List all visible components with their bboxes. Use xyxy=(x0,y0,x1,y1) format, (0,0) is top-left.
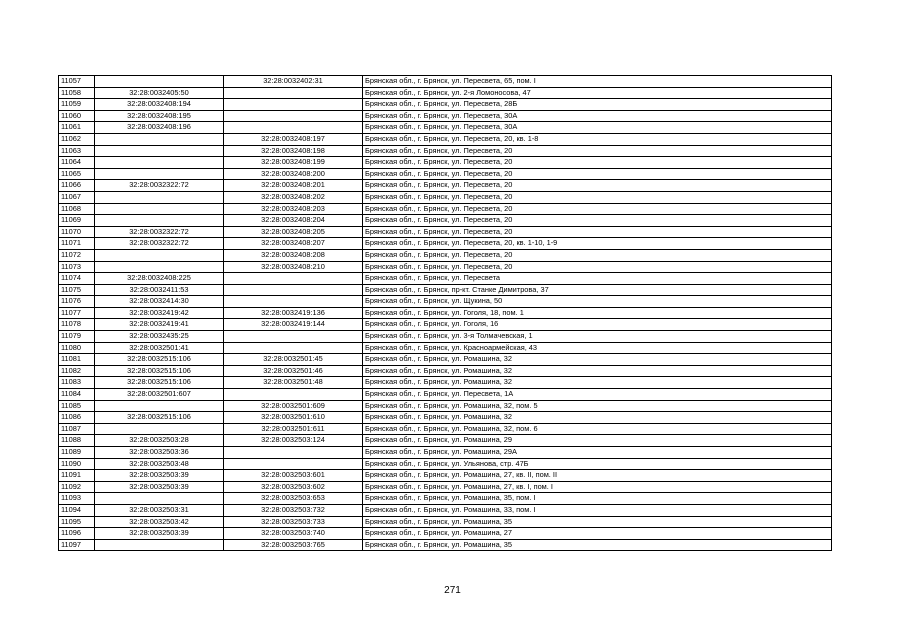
address-cell: Брянская обл., г. Брянск, ул. Красноармейская, 43 xyxy=(363,342,832,354)
cadastral-number-cell: 32:28:0032501:45 xyxy=(224,354,363,366)
table-row xyxy=(59,435,832,447)
address-cell: Брянская обл., г. Брянск, ул. Ромашина, 27 xyxy=(363,528,832,540)
row-number-cell: 11058 xyxy=(59,87,95,99)
cadastral-number-cell: 32:28:0032408:207 xyxy=(224,238,363,250)
table-row xyxy=(59,516,832,528)
row-number-cell: 11068 xyxy=(59,203,95,215)
address-cell: Брянская обл., г. Брянск, ул. Ромашина, 32 xyxy=(363,365,832,377)
parent-cadastral-cell: 32:28:0032322:72 xyxy=(95,226,224,238)
row-number-cell: 11089 xyxy=(59,447,95,459)
cadastral-number-cell xyxy=(224,389,363,401)
cadastral-number-cell xyxy=(224,122,363,134)
row-number-cell: 11072 xyxy=(59,249,95,261)
address-cell: Брянская обл., г. Брянск, ул. Ромашина, 27, кв. I, пом. I xyxy=(363,481,832,493)
parent-cadastral-cell: 32:28:0032503:36 xyxy=(95,447,224,459)
parent-cadastral-cell xyxy=(95,423,224,435)
parent-cadastral-cell: 32:28:0032322:72 xyxy=(95,238,224,250)
address-cell: Брянская обл., г. Брянск, ул. Пересвета, 20, кв. 1-8 xyxy=(363,133,832,145)
address-cell: Брянская обл., г. Брянск, ул. Ромашина, 32, пом. 6 xyxy=(363,423,832,435)
table-row xyxy=(59,87,832,99)
page-number: 271 xyxy=(444,585,461,596)
address-cell: Брянская обл., г. Брянск, ул. Пересвета, 20, кв. 1-10, 1-9 xyxy=(363,238,832,250)
address-cell: Брянская обл., г. Брянск, ул. Ромашина, 32, пом. 5 xyxy=(363,400,832,412)
parent-cadastral-cell: 32:28:0032419:42 xyxy=(95,307,224,319)
cadastral-number-cell: 32:28:0032419:144 xyxy=(224,319,363,331)
parent-cadastral-cell: 32:28:0032408:194 xyxy=(95,99,224,111)
table-row xyxy=(59,458,832,470)
cadastral-number-cell: 32:28:0032408:208 xyxy=(224,249,363,261)
table-row xyxy=(59,99,832,111)
parent-cadastral-cell: 32:28:0032503:42 xyxy=(95,516,224,528)
row-number-cell: 11095 xyxy=(59,516,95,528)
table-row xyxy=(59,261,832,273)
row-number-cell: 11067 xyxy=(59,191,95,203)
row-number-cell: 11082 xyxy=(59,365,95,377)
cadastral-number-cell: 32:28:0032503:653 xyxy=(224,493,363,505)
address-cell: Брянская обл., г. Брянск, ул. Ромашина, 33, пом. I xyxy=(363,504,832,516)
address-cell: Брянская обл., г. Брянск, ул. Ромашина, 32 xyxy=(363,354,832,366)
parent-cadastral-cell xyxy=(95,539,224,551)
address-cell: Брянская обл., г. Брянск, ул. Ромашина, 27, кв. II, пом. II xyxy=(363,470,832,482)
row-number-cell: 11081 xyxy=(59,354,95,366)
table-row xyxy=(59,157,832,169)
table-row xyxy=(59,342,832,354)
cadastral-number-cell: 32:28:0032408:204 xyxy=(224,215,363,227)
address-cell: Брянская обл., г. Брянск, ул. Ромашина, 29 xyxy=(363,435,832,447)
address-cell: Брянская обл., г. Брянск, ул. Пересвета, 20 xyxy=(363,145,832,157)
cadastral-number-cell xyxy=(224,87,363,99)
parent-cadastral-cell xyxy=(95,203,224,215)
parent-cadastral-cell: 32:28:0032435:25 xyxy=(95,331,224,343)
row-number-cell: 11092 xyxy=(59,481,95,493)
table-row xyxy=(59,493,832,505)
cadastral-number-cell xyxy=(224,331,363,343)
row-number-cell: 11057 xyxy=(59,76,95,88)
cadastral-number-cell xyxy=(224,458,363,470)
table-row xyxy=(59,168,832,180)
table-row xyxy=(59,412,832,424)
address-cell: Брянская обл., г. Брянск, ул. Ромашина, 35 xyxy=(363,516,832,528)
cadastral-number-cell: 32:28:0032408:200 xyxy=(224,168,363,180)
address-cell: Брянская обл., г. Брянск, ул. Пересвета, 20 xyxy=(363,168,832,180)
table-row xyxy=(59,354,832,366)
row-number-cell: 11084 xyxy=(59,389,95,401)
parent-cadastral-cell xyxy=(95,249,224,261)
table-row xyxy=(59,284,832,296)
parent-cadastral-cell: 32:28:0032408:196 xyxy=(95,122,224,134)
address-cell: Брянская обл., г. Брянск, ул. Пересвета, 20 xyxy=(363,191,832,203)
row-number-cell: 11080 xyxy=(59,342,95,354)
table-row xyxy=(59,215,832,227)
parent-cadastral-cell xyxy=(95,145,224,157)
row-number-cell: 11063 xyxy=(59,145,95,157)
cadastral-number-cell: 32:28:0032408:197 xyxy=(224,133,363,145)
cadastral-number-cell: 32:28:0032503:602 xyxy=(224,481,363,493)
cadastral-number-cell: 32:28:0032408:205 xyxy=(224,226,363,238)
row-number-cell: 11079 xyxy=(59,331,95,343)
table-row xyxy=(59,249,832,261)
table-row xyxy=(59,539,832,551)
address-cell: Брянская обл., г. Брянск, ул. Ромашина, 29А xyxy=(363,447,832,459)
parent-cadastral-cell: 32:28:0032503:48 xyxy=(95,458,224,470)
address-cell: Брянская обл., г. Брянск, ул. Пересвета, 20 xyxy=(363,203,832,215)
row-number-cell: 11093 xyxy=(59,493,95,505)
table-row xyxy=(59,296,832,308)
row-number-cell: 11088 xyxy=(59,435,95,447)
table-row xyxy=(59,238,832,250)
row-number-cell: 11073 xyxy=(59,261,95,273)
row-number-cell: 11091 xyxy=(59,470,95,482)
address-cell: Брянская обл., г. Брянск, ул. Пересвета, 20 xyxy=(363,226,832,238)
cadastral-number-cell: 32:28:0032408:199 xyxy=(224,157,363,169)
parent-cadastral-cell: 32:28:0032503:39 xyxy=(95,470,224,482)
parent-cadastral-cell: 32:28:0032515:106 xyxy=(95,365,224,377)
cadastral-number-cell xyxy=(224,273,363,285)
table-row xyxy=(59,122,832,134)
parent-cadastral-cell: 32:28:0032503:31 xyxy=(95,504,224,516)
parent-cadastral-cell: 32:28:0032501:607 xyxy=(95,389,224,401)
cadastral-number-cell xyxy=(224,284,363,296)
row-number-cell: 11094 xyxy=(59,504,95,516)
address-cell: Брянская обл., г. Брянск, ул. 3-я Толмачевская, 1 xyxy=(363,331,832,343)
row-number-cell: 11083 xyxy=(59,377,95,389)
address-cell: Брянская обл., г. Брянск, ул. Ромашина, 35, пом. I xyxy=(363,493,832,505)
address-cell: Брянская обл., г. Брянск, ул. Пересвета xyxy=(363,273,832,285)
table-row xyxy=(59,319,832,331)
row-number-cell: 11076 xyxy=(59,296,95,308)
cadastral-number-cell: 32:28:0032503:732 xyxy=(224,504,363,516)
parent-cadastral-cell: 32:28:0032515:106 xyxy=(95,354,224,366)
cadastral-number-cell xyxy=(224,296,363,308)
table-row xyxy=(59,423,832,435)
parent-cadastral-cell xyxy=(95,133,224,145)
table-row xyxy=(59,377,832,389)
row-number-cell: 11096 xyxy=(59,528,95,540)
cadastral-number-cell: 32:28:0032501:46 xyxy=(224,365,363,377)
address-cell: Брянская обл., г. Брянск, ул. Пересвета, 20 xyxy=(363,249,832,261)
cadastral-number-cell: 32:28:0032402:31 xyxy=(224,76,363,88)
address-cell: Брянская обл., г. Брянск, ул. Ульянова, стр. 47Б xyxy=(363,458,832,470)
address-cell: Брянская обл., г. Брянск, ул. Ромашина, 32 xyxy=(363,412,832,424)
cadastral-number-cell xyxy=(224,99,363,111)
address-cell: Брянская обл., г. Брянск, ул. Пересвета, 20 xyxy=(363,180,832,192)
row-number-cell: 11061 xyxy=(59,122,95,134)
parent-cadastral-cell xyxy=(95,215,224,227)
row-number-cell: 11077 xyxy=(59,307,95,319)
parent-cadastral-cell: 32:28:0032408:195 xyxy=(95,110,224,122)
parent-cadastral-cell: 32:28:0032515:106 xyxy=(95,412,224,424)
parent-cadastral-cell xyxy=(95,168,224,180)
table-row xyxy=(59,307,832,319)
cadastral-number-cell: 32:28:0032408:198 xyxy=(224,145,363,157)
address-cell: Брянская обл., г. Брянск, ул. Пересвета, 20 xyxy=(363,157,832,169)
parent-cadastral-cell xyxy=(95,493,224,505)
address-cell: Брянская обл., г. Брянск, ул. 2-я Ломоносова, 47 xyxy=(363,87,832,99)
cadastral-number-cell: 32:28:0032501:609 xyxy=(224,400,363,412)
cadastral-number-cell: 32:28:0032408:203 xyxy=(224,203,363,215)
table-row xyxy=(59,365,832,377)
cadastral-number-cell: 32:28:0032408:210 xyxy=(224,261,363,273)
address-cell: Брянская обл., г. Брянск, ул. Пересвета, 65, пом. I xyxy=(363,76,832,88)
row-number-cell: 11070 xyxy=(59,226,95,238)
parent-cadastral-cell xyxy=(95,400,224,412)
row-number-cell: 11090 xyxy=(59,458,95,470)
parent-cadastral-cell: 32:28:0032503:39 xyxy=(95,528,224,540)
address-cell: Брянская обл., г. Брянск, пр-кт. Станке Димитрова, 37 xyxy=(363,284,832,296)
row-number-cell: 11085 xyxy=(59,400,95,412)
cadastral-number-cell: 32:28:0032501:611 xyxy=(224,423,363,435)
table-row xyxy=(59,180,832,192)
table-row xyxy=(59,110,832,122)
cadastral-number-cell: 32:28:0032503:733 xyxy=(224,516,363,528)
parent-cadastral-cell xyxy=(95,261,224,273)
cadastral-number-cell: 32:28:0032408:202 xyxy=(224,191,363,203)
cadastral-number-cell: 32:28:0032501:610 xyxy=(224,412,363,424)
registry-table-body xyxy=(59,76,832,551)
parent-cadastral-cell xyxy=(95,157,224,169)
table-row xyxy=(59,481,832,493)
row-number-cell: 11066 xyxy=(59,180,95,192)
row-number-cell: 11071 xyxy=(59,238,95,250)
table-row xyxy=(59,191,832,203)
table-row xyxy=(59,470,832,482)
cadastral-number-cell: 32:28:0032503:601 xyxy=(224,470,363,482)
row-number-cell: 11060 xyxy=(59,110,95,122)
parent-cadastral-cell: 32:28:0032503:39 xyxy=(95,481,224,493)
parent-cadastral-cell: 32:28:0032414:30 xyxy=(95,296,224,308)
table-row xyxy=(59,528,832,540)
table-row xyxy=(59,133,832,145)
cadastral-number-cell: 32:28:0032501:48 xyxy=(224,377,363,389)
parent-cadastral-cell: 32:28:0032501:41 xyxy=(95,342,224,354)
address-cell: Брянская обл., г. Брянск, ул. Щукина, 50 xyxy=(363,296,832,308)
row-number-cell: 11074 xyxy=(59,273,95,285)
address-cell: Брянская обл., г. Брянск, ул. Ромашина, 35 xyxy=(363,539,832,551)
address-cell: Брянская обл., г. Брянск, ул. Пересвета, 28Б xyxy=(363,99,832,111)
table-row xyxy=(59,331,832,343)
address-cell: Брянская обл., г. Брянск, ул. Пересвета, 30А xyxy=(363,110,832,122)
parent-cadastral-cell xyxy=(95,191,224,203)
parent-cadastral-cell xyxy=(95,76,224,88)
row-number-cell: 11097 xyxy=(59,539,95,551)
parent-cadastral-cell: 32:28:0032408:225 xyxy=(95,273,224,285)
address-cell: Брянская обл., г. Брянск, ул. Гоголя, 16 xyxy=(363,319,832,331)
table-row xyxy=(59,273,832,285)
row-number-cell: 11087 xyxy=(59,423,95,435)
cadastral-number-cell: 32:28:0032408:201 xyxy=(224,180,363,192)
address-cell: Брянская обл., г. Брянск, ул. Гоголя, 18, пом. 1 xyxy=(363,307,832,319)
row-number-cell: 11065 xyxy=(59,168,95,180)
address-cell: Брянская обл., г. Брянск, ул. Пересвета, 20 xyxy=(363,215,832,227)
table-row xyxy=(59,203,832,215)
parent-cadastral-cell: 32:28:0032322:72 xyxy=(95,180,224,192)
cadastral-number-cell: 32:28:0032503:124 xyxy=(224,435,363,447)
cadastral-number-cell: 32:28:0032419:136 xyxy=(224,307,363,319)
table-row xyxy=(59,76,832,88)
row-number-cell: 11064 xyxy=(59,157,95,169)
parent-cadastral-cell: 32:28:0032405:50 xyxy=(95,87,224,99)
table-row xyxy=(59,389,832,401)
parent-cadastral-cell: 32:28:0032419:41 xyxy=(95,319,224,331)
cadastral-number-cell: 32:28:0032503:765 xyxy=(224,539,363,551)
address-cell: Брянская обл., г. Брянск, ул. Пересвета, 20 xyxy=(363,261,832,273)
table-row xyxy=(59,226,832,238)
address-cell: Брянская обл., г. Брянск, ул. Пересвета, 1А xyxy=(363,389,832,401)
cadastral-number-cell: 32:28:0032503:740 xyxy=(224,528,363,540)
registry-table xyxy=(58,75,832,551)
cadastral-number-cell xyxy=(224,447,363,459)
parent-cadastral-cell: 32:28:0032503:28 xyxy=(95,435,224,447)
row-number-cell: 11062 xyxy=(59,133,95,145)
row-number-cell: 11075 xyxy=(59,284,95,296)
cadastral-number-cell xyxy=(224,110,363,122)
cadastral-number-cell xyxy=(224,342,363,354)
address-cell: Брянская обл., г. Брянск, ул. Ромашина, 32 xyxy=(363,377,832,389)
table-row xyxy=(59,145,832,157)
row-number-cell: 11086 xyxy=(59,412,95,424)
row-number-cell: 11078 xyxy=(59,319,95,331)
parent-cadastral-cell: 32:28:0032515:106 xyxy=(95,377,224,389)
table-row xyxy=(59,400,832,412)
table-row xyxy=(59,447,832,459)
address-cell: Брянская обл., г. Брянск, ул. Пересвета, 30А xyxy=(363,122,832,134)
table-row xyxy=(59,504,832,516)
row-number-cell: 11059 xyxy=(59,99,95,111)
parent-cadastral-cell: 32:28:0032411:53 xyxy=(95,284,224,296)
row-number-cell: 11069 xyxy=(59,215,95,227)
